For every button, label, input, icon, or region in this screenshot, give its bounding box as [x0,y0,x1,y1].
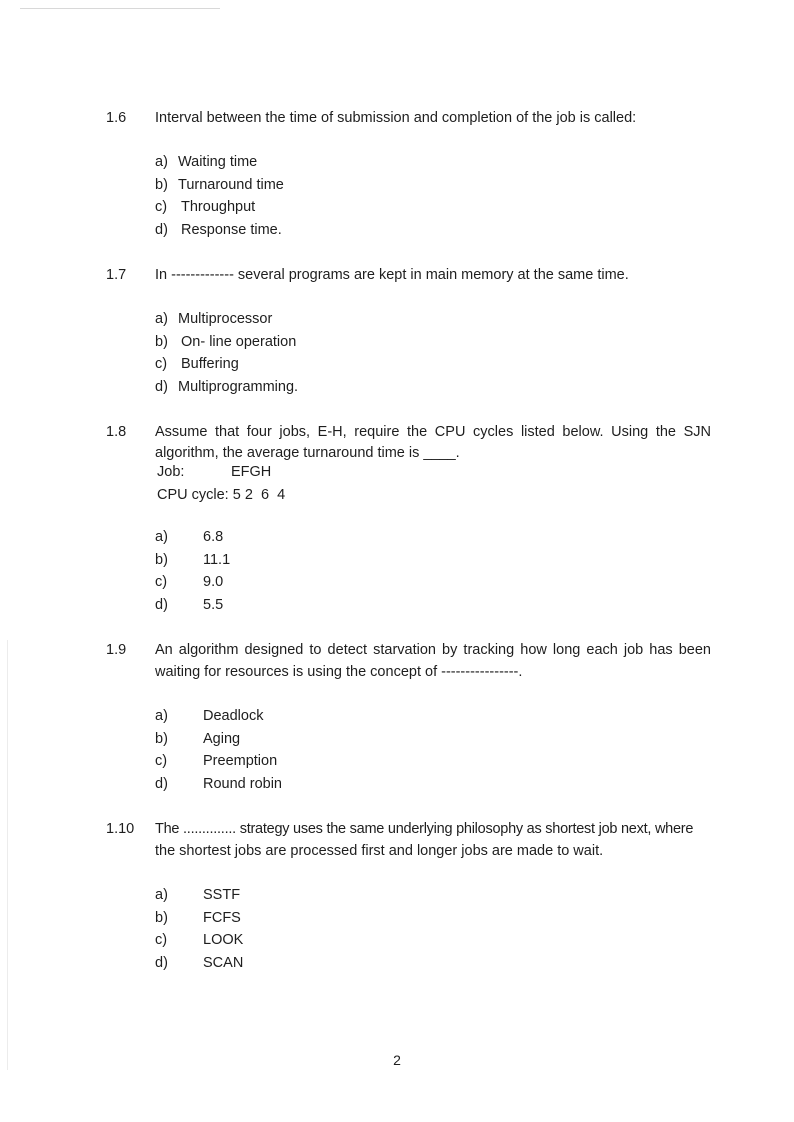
option-text: 11.1 [203,551,231,568]
option-text: Multiprocessor [178,311,273,327]
option-letter: c) [155,753,168,769]
scan-mark-left [7,640,8,1070]
question-number: 1.9 [106,642,127,658]
option-letter: a) [155,311,168,327]
question-text [155,107,711,129]
question-line: An algorithm designed to detect starvation by tracking how long each job has been [155,642,711,658]
question-text [155,264,711,286]
scan-mark-top [20,8,220,9]
question-number: 1.7 [106,267,127,283]
question-line: the shortest jobs are processed first and longer jobs are made to wait. [155,843,604,859]
option-text: Waiting time [178,154,258,170]
option-letter: a) [155,154,168,170]
question-text [155,421,711,463]
option-letter: c) [155,932,168,948]
question-line: algorithm, the average turnaround time is ____. [155,445,460,461]
question-text [155,639,711,683]
option-letter: a) [155,708,168,724]
option-text: Preemption [203,753,278,769]
option-text: Aging [203,730,241,747]
option-letter: d) [155,378,168,395]
option-text: Round robin [203,775,282,792]
question-line: Interval between the time of submission and completion of the job is called: [155,110,637,126]
job-table [157,461,285,507]
option-letter: b) [155,551,168,568]
option-text: Multiprogramming. [178,378,299,395]
option-letter: d) [155,775,168,792]
option-text: 5.5 [203,596,224,613]
option-letter: c) [155,199,168,215]
option-letter: b) [155,176,168,193]
option-letter: c) [155,574,168,590]
option-text: FCFS [203,909,241,926]
question-number: 1.6 [106,110,127,126]
option-letter: d) [155,954,168,971]
option-text: Throughput [181,199,256,215]
option-letter: c) [155,356,168,372]
question-line: In ------------- several programs are kept in main memory at the same time. [155,267,629,283]
option-letter: b) [155,909,168,926]
option-letter: b) [155,730,168,747]
option-text: On- line operation [181,333,297,350]
job-label: Job: [157,464,185,480]
option-letter: d) [155,596,168,613]
page-number: 2 [393,1052,401,1068]
option-letter: d) [155,221,168,238]
question-line: waiting for resources is using the concept of ----------------. [155,664,523,680]
option-text: Response time. [181,221,282,238]
question-line: The .............. strategy uses the same underlying philosophy as shortest job next, where [155,821,694,837]
job-value: EFGH [231,464,272,480]
question-text [155,818,711,862]
option-text: Deadlock [203,708,264,724]
option-letter: a) [155,887,168,903]
option-letter: b) [155,333,168,350]
option-text: Buffering [181,356,239,372]
question-line: Assume that four jobs, E-H, require the CPU cycles listed below. Using the SJN [155,424,711,440]
option-text: 6.8 [203,529,224,545]
question-number: 1.10 [106,821,135,837]
cpu-cycle-line: CPU cycle: 5 2 6 4 [157,487,286,503]
option-letter: a) [155,529,168,545]
option-text: SCAN [203,954,244,971]
question-number: 1.8 [106,424,127,440]
option-text: 9.0 [203,574,224,590]
option-text: LOOK [203,932,244,948]
option-text: Turnaround time [178,176,284,193]
option-text: SSTF [203,887,241,903]
